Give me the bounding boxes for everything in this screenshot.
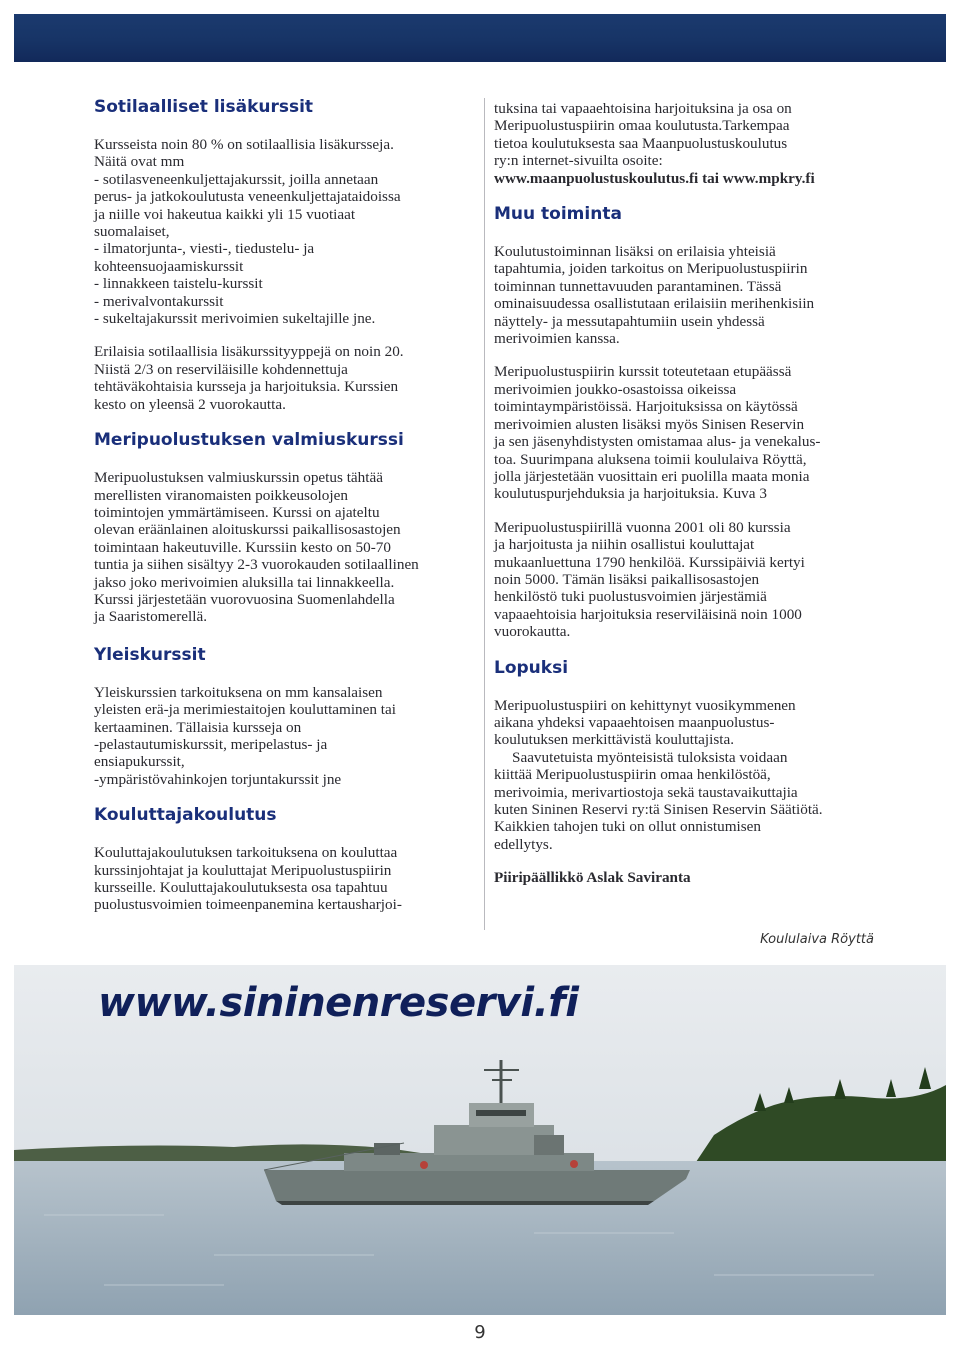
column-divider [484, 98, 485, 930]
paragraph-sotilaalliset-types: Erilaisia sotilaallisia lisäkurssityyppejä on noin 20. Niistä 2/3 on reserviläisille kohdennettuja tehtäväkohtaisia kursseja ja harjoituksia. Kurssien kesto on yleensä 2 vuorokautta. [94, 343, 404, 413]
paragraph-yleiskurssit: Yleiskurssien tarkoituksena on mm kansalaisen yleisten erä-ja merimiestaitojen kouluttaminen tai kertaaminen. Tällaisia kursseja on -pelastautumiskurssit, meripelastus- ja ensiapukurssit, -ympäristövahinkojen torjuntakurssit jne [94, 683, 396, 788]
heading-valmiuskurssi: Meripuolustuksen valmiuskurssi [94, 430, 404, 451]
heading-lopuksi: Lopuksi [494, 657, 569, 678]
paragraph-lopuksi-1: Meripuolustuspiiri on kehittynyt vuosikymmenen aikana yhdeksi vapaaehtoisen maanpuolustus- koulutuksen merkittävistä kouluttajista. [494, 696, 796, 749]
heading-sotilaalliset: Sotilaalliset lisäkurssit [94, 97, 314, 117]
paragraph-continuation: tuksina tai vapaaehtoisina harjoituksina ja osa on Meripuolustuspiirin omaa koulutusta.Tarkempaa tietoa koulutuksesta saa Maanpuolustuskoulutus ry:n internet-sivuilta osoite: [494, 100, 792, 170]
heading-yleiskurssit: Yleiskurssit [94, 644, 206, 665]
link-text-websites: www.maanpuolustuskoulutus.fi tai www.mpkry.fi [494, 169, 815, 187]
heading-muu-toiminta: Muu toiminta [494, 204, 622, 225]
paragraph-lopuksi-2: Saavutetuista myönteisistä tuloksista voidaan kiittää Meripuolustuspiirin omaa henkilöstöä, merivoimia, merivartiostoja sekä taustavaikuttajia kuten Sininen Reservi ry:tä Sinisen Reservin Säätiötä. Kaikkien tahojen tuki on ollut onnistumisen edellytys. [494, 748, 823, 853]
site-url-overlay: www.sininenreservi.fi [98, 980, 579, 1026]
paragraph-valmiuskurssi: Meripuolustuksen valmiuskurssin opetus tähtää merellisten viranomaisten poikkeusolojen toimintojen ymmärtämiseen. Kurssi on ajateltu olevan eräänlainen aloituskurssi paikallisosastojen toimintaan hakeutuville. Kurssiin kesto on 50-70 tuntia ja siihen sisältyy 2-3 vuorokauden sotilaallinen jakso joko merivoimien aluksilla tai linnakkeella. Kurssi järjestetään vuorovuosina Suomenlahdella ja Saaristomerellä. [94, 469, 419, 626]
heading-kouluttajakoulutus: Kouluttajakoulutus [94, 805, 277, 826]
top-color-band [14, 14, 946, 62]
paragraph-muu-1: Koulutustoiminnan lisäksi on erilaisia yhteisiä tapahtumia, joiden tarkoitus on Meripuolustuspiirin toiminnan tunnettavuuden parantaminen. Tässä ominaisuudessa osallistutaan erilaisiin merihenkisiin näyttely- ja messutapahtumiin usein yhdessä merivoimien kanssa. [494, 243, 815, 348]
page-number: 9 [474, 1322, 486, 1343]
photo-caption: Koululaiva Röyttä [760, 932, 874, 947]
signature: Piiripäällikkö Aslak Saviranta [494, 869, 691, 887]
right-column [494, 100, 878, 903]
paragraph-sotilaalliset-list: Kursseista noin 80 % on sotilaallisia lisäkursseja. Näitä ovat mm - sotilasveneenkuljettajakurssit, joilla annetaan perus- ja jatkokoulutusta veneenkuljettajataidoissa ja niille voi hakeutua kaikki yli 15 vuotiaat suomalaiset, - ilmatorjunta-, viesti-, tiedustelu- ja kohteensuojaamiskurssit - linnakkeen taistelu-kurssit - merivalvontakurssit - sukeltajakurssit merivoimien sukeltajille jne. [94, 136, 401, 328]
left-column [94, 96, 476, 930]
ship-photo [14, 965, 946, 1315]
paragraph-muu-3: Meripuolustuspiirillä vuonna 2001 oli 80 kurssia ja harjoitusta ja niihin osallistui kouluttajat mukaanluettuna 1790 henkilöä. Kurssipäiviä kertyi noin 5000. Tämän lisäksi paikallisosastojen henkilöstö tuki puolustusvoimien järjestämiä vapaaehtoisia harjoituksia reserviläisinä noin 1000 vuorokautta. [494, 518, 805, 641]
paragraph-kouluttajakoulutus: Kouluttajakoulutuksen tarkoituksena on kouluttaa kurssinjohtajat ja kouluttajat Meripuolustuspiirin kursseille. Kouluttajakoulutuksesta osa tapahtuu puolustusvoimien toimeenpanemina kertausharjoi- [94, 844, 402, 914]
paragraph-muu-2: Meripuolustuspiirin kurssit toteutetaan etupäässä merivoimien joukko-osastoissa oikeissa toimintaympäristöissä. Harjoituksissa on käytössä merivoimien alusten lisäksi myös Sinisen Reservin ja sen jäsenyhdistysten omistamaa alus- ja venekalus- toa. Suurimpana aluksena toimii koululaiva Röyttä, jolla järjestetään vuosittain eri puolilla maata monia koulutuspurjehduksia ja harjoituksia. Kuva 3 [494, 363, 821, 503]
